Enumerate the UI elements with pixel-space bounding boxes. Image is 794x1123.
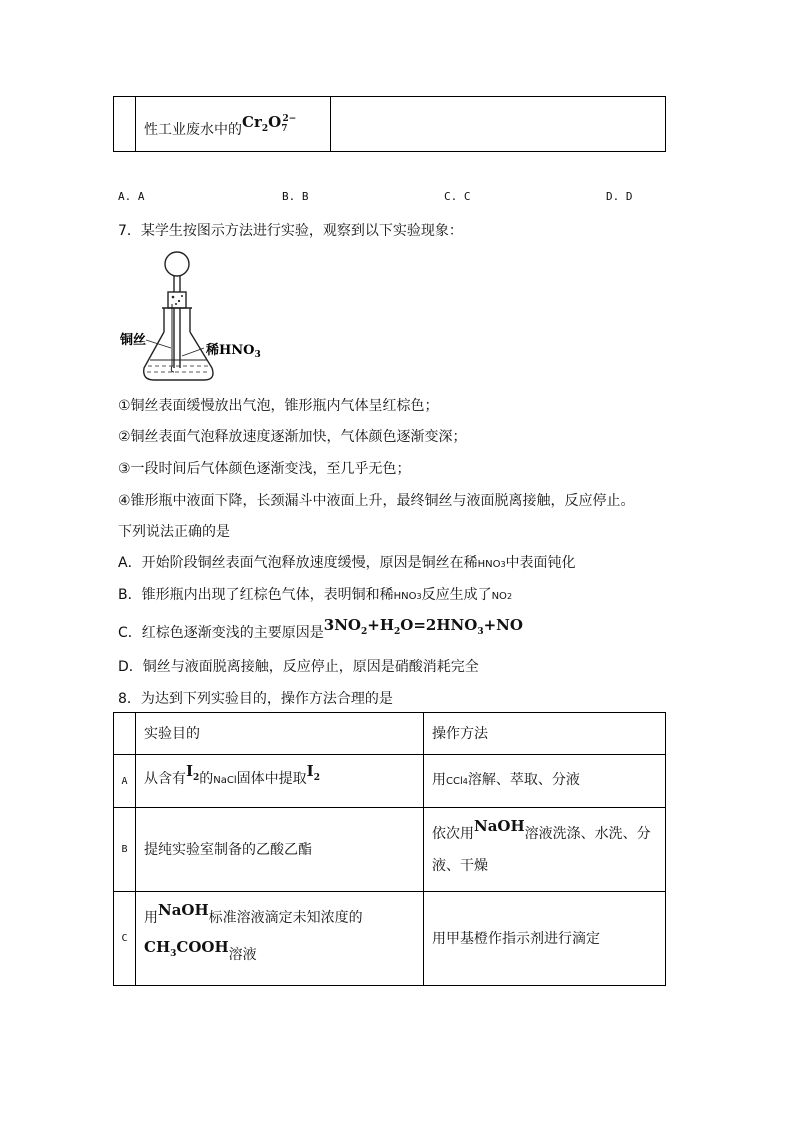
acid-label: 稀$HNO_3$ — [206, 343, 261, 360]
wire-label: 铜丝 — [120, 333, 147, 348]
table-cell-label — [114, 97, 136, 152]
q7-stem: 7．某学生按图示方法进行实验，观察到以下实验现象： — [118, 223, 463, 239]
row-b-method: 依次用NaOH溶液洗涤、水洗、分 液、干燥 — [432, 817, 651, 874]
row-text: 性工业废水中的 — [144, 122, 242, 138]
row-a-purpose: 从含有$I_2$的NaCl固体中提取$I_2$ — [144, 761, 320, 787]
table-cell-purpose — [136, 97, 331, 152]
q7-observation-1: ①铜丝表面缓慢放出气泡，锥形瓶内气体呈红棕色； — [118, 398, 439, 414]
q8-stem: 8．为达到下列实验目的，操作方法合理的是 — [118, 691, 393, 707]
q7-question: 下列说法正确的是 — [118, 524, 230, 540]
row-label-a: A — [121, 775, 128, 787]
dichromate-formula: $Cr_2O_7^{2-}$ — [242, 113, 297, 134]
q7-observation-4: ④锥形瓶中液面下降，长颈漏斗中液面上升，最终铜丝与液面脱离接触，反应停止。 — [118, 493, 635, 509]
row-label-c: C — [121, 933, 128, 944]
q6-option-a[interactable]: A. A — [118, 190, 145, 203]
q7-option-b[interactable]: B．锥形瓶内出现了红棕色气体，表明铜和稀HNO3反应生成了NO2 — [118, 587, 513, 603]
reaction-equation: $3NO_2+H_2O=2HNO_3+NO$ — [323, 616, 523, 637]
q7-observation-2: ②铜丝表面气泡释放速度逐渐加快，气体颜色逐渐变深； — [118, 429, 467, 445]
q6-option-b[interactable]: B. B — [282, 190, 309, 203]
row-b-purpose: 提纯实验室制备的乙酸乙酯 — [144, 841, 312, 858]
q6-option-d[interactable]: D. D — [606, 190, 633, 203]
row-a-method: 用CCl4溶解、萃取、分液 — [432, 772, 580, 788]
header-method: 操作方法 — [432, 725, 488, 742]
funnel-bulb-shape — [165, 252, 189, 276]
table-row — [114, 713, 666, 755]
q6-option-c[interactable]: C. C — [444, 190, 471, 203]
q7-observation-3: ③一段时间后气体颜色逐渐变浅，至几乎无色； — [118, 461, 411, 477]
table-row — [114, 892, 666, 986]
q7-option-c[interactable]: C．红棕色逐渐变浅的主要原因是$3NO_2+H_2O=2HNO_3+NO$ — [118, 616, 523, 641]
q7-option-a[interactable]: A．开始阶段铜丝表面气泡释放速度缓慢，原因是铜丝在稀HNO3中表面钝化 — [118, 555, 576, 571]
table-row — [114, 808, 666, 892]
row-label-b: B — [121, 844, 128, 855]
table-row — [114, 97, 666, 152]
q7-option-d[interactable]: D．铜丝与液面脱离接触，反应停止，原因是硝酸消耗完全 — [118, 659, 479, 675]
row-c-method: 用甲基橙作指示剂进行滴定 — [432, 930, 600, 947]
flask-apparatus-figure — [118, 248, 278, 386]
row-c-purpose: 用NaOH标准溶液滴定未知浓度的 $CH_3COOH$溶液 — [144, 900, 363, 963]
q8-table — [113, 712, 666, 986]
header-purpose: 实验目的 — [144, 725, 200, 742]
table-cell-method — [331, 97, 666, 152]
q6-table-fragment — [113, 96, 666, 152]
table-row — [114, 755, 666, 808]
